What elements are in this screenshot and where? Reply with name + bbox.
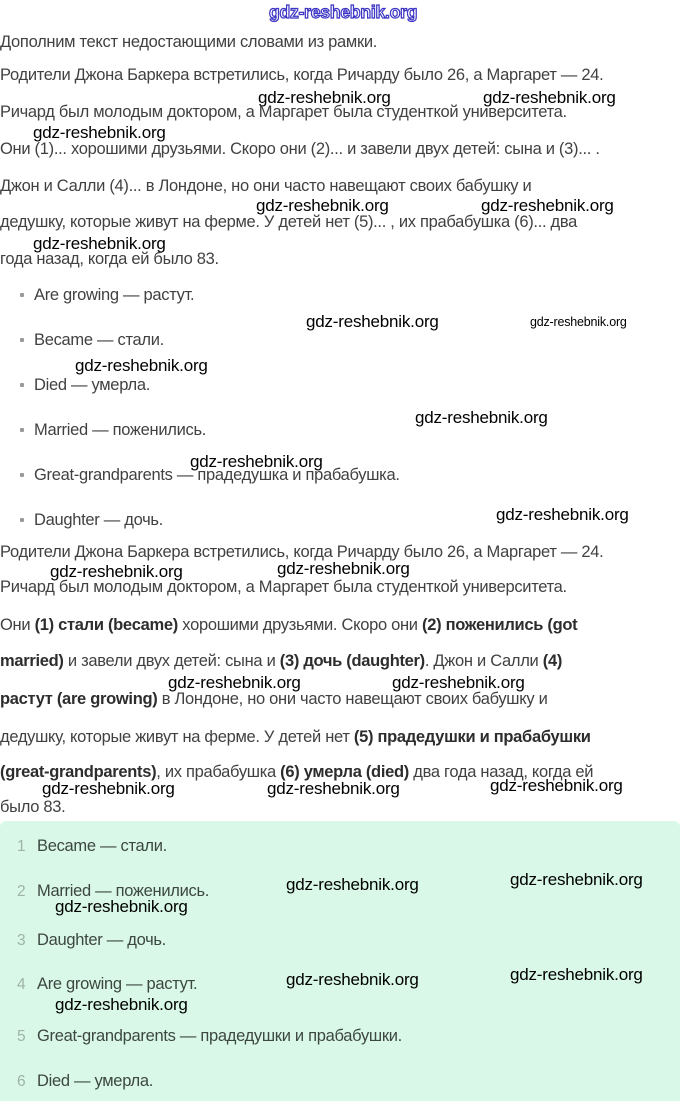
- watermark: gdz-reshebnik.org: [267, 779, 400, 798]
- watermark: gdz-reshebnik.org: [306, 312, 439, 331]
- bullet-icon: [20, 383, 24, 387]
- bullet-icon: [20, 293, 24, 297]
- answer-text: Daughter — дочь.: [37, 931, 166, 949]
- bullet-icon: [20, 473, 24, 477]
- solution-line: [0, 728, 591, 746]
- watermark: gdz-reshebnik.org: [286, 875, 419, 894]
- watermark: gdz-reshebnik.org: [392, 673, 525, 692]
- task-line: года назад, когда ей было 83.: [0, 250, 219, 268]
- solution-line: [0, 616, 577, 634]
- vocab-item: Great-grandparents — прадедушка и прабабушка.: [34, 466, 400, 484]
- watermark: gdz-reshebnik.org: [490, 776, 623, 795]
- solution-segment: (5) прадедушки и прабабушки: [353, 728, 591, 746]
- watermark: gdz-reshebnik.org: [496, 505, 629, 524]
- solution-segment: растут (are growing): [0, 690, 158, 708]
- answer-text: Married — поженились.: [37, 882, 210, 900]
- task-line: Родители Джона Баркера встретились, когда Ричарду было 26, а Маргарет — 24.: [0, 66, 604, 84]
- watermark: gdz-reshebnik.org: [483, 88, 616, 107]
- watermark: gdz-reshebnik.org: [530, 315, 627, 329]
- watermark: gdz-reshebnik.org: [256, 196, 389, 215]
- vocab-item: Died — умерла.: [34, 376, 150, 394]
- answer-number: 4: [17, 976, 26, 993]
- intro-text: Дополним текст недостающими словами из рамки.: [0, 33, 378, 51]
- vocab-item: Married — поженились.: [34, 421, 207, 439]
- vocab-item: Became — стали.: [34, 331, 164, 349]
- solution-segment: (2) поженились (got: [422, 616, 578, 634]
- watermark: gdz-reshebnik.org: [277, 559, 410, 578]
- solution-segment: было 83.: [0, 798, 66, 816]
- answer-text: Are growing — растут.: [37, 975, 198, 993]
- site-watermark: gdz-reshebnik.org: [269, 2, 418, 22]
- solution-line: [0, 690, 548, 708]
- solution-segment: married): [0, 652, 64, 670]
- bullet-icon: [20, 518, 24, 522]
- solution-segment: (6) умерла (died): [280, 763, 409, 781]
- solution-segment: Они: [0, 616, 35, 634]
- solution-segment: (great-grandparents): [0, 763, 157, 781]
- answer-text: Became — стали.: [37, 837, 167, 855]
- solution-segment: в Лондоне, но они часто навещают своих бабушку и: [157, 690, 548, 708]
- watermark: gdz-reshebnik.org: [75, 356, 208, 375]
- answer-text: Great-grandparents — прадедушки и прабабушки.: [37, 1027, 402, 1045]
- watermark: gdz-reshebnik.org: [481, 196, 614, 215]
- solution-segment: два года назад, когда ей: [408, 763, 594, 781]
- task-line: Они (1)... хорошими друзьями. Скоро они (2)... и завели двух детей: сына и (3)... .: [0, 140, 600, 158]
- watermark: gdz-reshebnik.org: [286, 970, 419, 989]
- answers-panel: [0, 821, 680, 1101]
- watermark: gdz-reshebnik.org: [510, 965, 643, 984]
- answer-number: 6: [17, 1073, 26, 1090]
- watermark: gdz-reshebnik.org: [190, 452, 323, 471]
- vocab-item: Are growing — растут.: [34, 286, 195, 304]
- solution-segment: (4): [542, 652, 563, 670]
- solution-segment: (3) дочь (daughter): [279, 652, 425, 670]
- watermark: gdz-reshebnik.org: [33, 123, 166, 142]
- task-line: дедушку, которые живут на ферме. У детей нет (5)... , их прабабушка (6)... два: [0, 213, 578, 231]
- watermark: gdz-reshebnik.org: [55, 995, 188, 1014]
- watermark: gdz-reshebnik.org: [168, 673, 301, 692]
- solution-line: [0, 652, 562, 670]
- task-line: Джон и Салли (4)... в Лондоне, но они часто навещают своих бабушку и: [0, 177, 532, 195]
- watermark: gdz-reshebnik.org: [50, 562, 183, 581]
- solution-segment: , их прабабушка: [156, 763, 281, 781]
- answer-number: 3: [17, 932, 26, 949]
- solution-segment: и завели двух детей: сына и: [63, 652, 280, 670]
- solution-segment: дедушку, которые живут на ферме. У детей нет: [0, 728, 354, 746]
- watermark: gdz-reshebnik.org: [510, 870, 643, 889]
- answer-number: 1: [17, 838, 26, 855]
- vocab-item: Daughter — дочь.: [34, 511, 163, 529]
- watermark: gdz-reshebnik.org: [415, 408, 548, 427]
- watermark: gdz-reshebnik.org: [42, 779, 175, 798]
- answer-number: 5: [17, 1028, 26, 1045]
- solution-segment: . Джон и Салли: [424, 652, 543, 670]
- solution-line: Родители Джона Баркера встретились, когда Ричарду было 26, а Маргарет — 24.: [0, 543, 604, 561]
- answer-number: 2: [17, 883, 26, 900]
- bullet-icon: [20, 338, 24, 342]
- watermark: gdz-reshebnik.org: [258, 88, 391, 107]
- solution-segment: (1) стали (became): [34, 616, 179, 634]
- solution-line: Ричард был молодым доктором, а Маргарет была студенткой университета.: [0, 578, 567, 596]
- solution-line: [0, 798, 65, 816]
- watermark: gdz-reshebnik.org: [33, 234, 166, 253]
- bullet-icon: [20, 428, 24, 432]
- task-line: Ричард был молодым доктором, а Маргарет была студенткой университета.: [0, 103, 567, 121]
- solution-segment: хорошими друзьями. Скоро они: [178, 616, 423, 634]
- watermark: gdz-reshebnik.org: [55, 897, 188, 916]
- answer-text: Died — умерла.: [37, 1072, 153, 1090]
